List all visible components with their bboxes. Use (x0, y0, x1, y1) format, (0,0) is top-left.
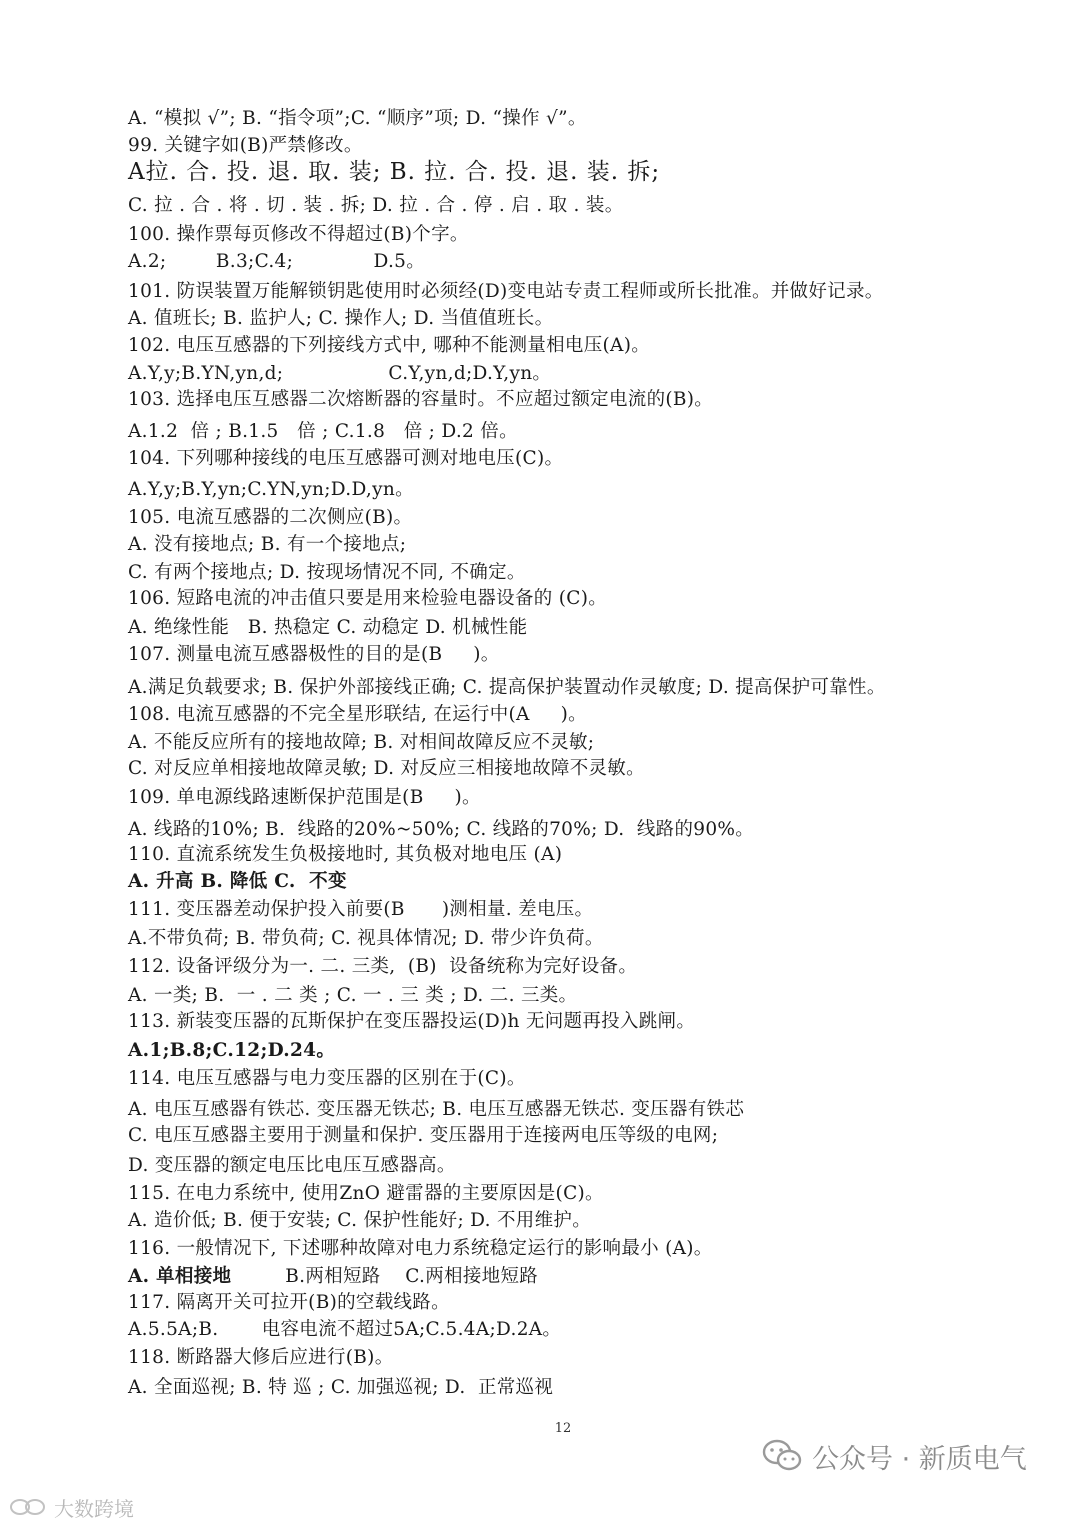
text-line: A. 造价低; B. 便于安装; C. 保护性能好; D. 不用维护。 (128, 1210, 592, 1231)
text-line: A. 升高 B. 降低 C. 不变 (128, 871, 347, 892)
text-line: A.5.5A;B. 电容电流不超过5A;C.5.4A;D.2A。 (128, 1319, 562, 1340)
text-line: A.1;B.8;C.12;D.24。 (128, 1040, 336, 1061)
text-line: D. 变压器的额定电压比电压互感器高。 (128, 1155, 456, 1176)
text-line: A. 没有接地点; B. 有一个接地点; (128, 534, 407, 555)
text-line: A. 不能反应所有的接地故障; B. 对相间故障反应不灵敏; (128, 732, 595, 753)
text-line: A.不带负荷; B. 带负荷; C. 视具体情况; D. 带少许负荷。 (128, 928, 604, 949)
wechat-watermark-text: 公众号 · 新质电气 (812, 1443, 1027, 1475)
text-line: 102. 电压互感器的下列接线方式中, 哪种不能测量相电压(A)。 (128, 335, 651, 356)
wechat-watermark (762, 1436, 1027, 1476)
text-line: A.满足负载要求; B. 保护外部接线正确; C. 提高保护装置动作灵敏度; D. 提高保护可靠性。 (128, 677, 886, 698)
text-line: A. 一类; B. 一 . 二 类 ; C. 一 . 三 类 ; D. 二. 三类。 (128, 985, 578, 1006)
text-line: 109. 单电源线路速断保护范围是(B )。 (128, 787, 481, 808)
text-line: 100. 操作票每页修改不得超过(B)个字。 (128, 224, 469, 245)
text-line: 114. 电压互感器与电力变压器的区别在于(C)。 (128, 1068, 526, 1089)
text-line: A. 单相接地 B.两相短路 C.两相接地短路 (128, 1266, 539, 1287)
text-line: 104. 下列哪种接线的电压互感器可测对地电压(C)。 (128, 448, 564, 469)
text-line: 103. 选择电压互感器二次熔断器的容量时。不应超过额定电流的(B)。 (128, 389, 714, 410)
text-line: 105. 电流互感器的二次侧应(B)。 (128, 507, 413, 528)
text-line: 111. 变压器差动保护投入前要(B )测相量. 差电压。 (128, 899, 594, 920)
text-line: 117. 隔离开关可拉开(B)的空载线路。 (128, 1292, 450, 1313)
text-line: A.Y,y;B.Y,yn;C.YN,yn;D.D,yn。 (128, 479, 414, 500)
text-line: A拉. 合. 投. 退. 取. 装; B. 拉. 合. 投. 退. 装. 拆; (128, 159, 661, 185)
text-line: A. 值班长; B. 监护人; C. 操作人; D. 当值值班长。 (128, 308, 554, 329)
text-line: 106. 短路电流的冲击值只要是用来检验电器设备的 (C)。 (128, 588, 608, 609)
text-line: C. 有两个接地点; D. 按现场情况不同, 不确定。 (128, 562, 526, 583)
text-line: 99. 关键字如(B)严禁修改。 (128, 135, 363, 156)
text-line: A. 全面巡视; B. 特 巡 ; C. 加强巡视; D. 正常巡视 (128, 1377, 554, 1398)
text-line: C. 电压互感器主要用于测量和保护. 变压器用于连接两电压等级的电网; (128, 1125, 719, 1146)
text-line: A.1.2 倍 ; B.1.5 倍 ; C.1.8 倍 ; D.2 倍。 (128, 421, 518, 442)
text-line: 108. 电流互感器的不完全星形联结, 在运行中(A )。 (128, 704, 587, 725)
text-line: C. 对反应单相接地故障灵敏; D. 对反应三相接地故障不灵敏。 (128, 758, 645, 779)
corner-watermark (8, 1492, 134, 1522)
text-line: C. 拉 . 合 . 将 . 切 . 装 . 拆; D. 拉 . 合 . 停 . 启 . 取 . 装。 (128, 195, 624, 216)
text-line: 112. 设备评级分为一. 二. 三类, (B) 设备统称为完好设备。 (128, 956, 638, 977)
text-line: A. 绝缘性能 B. 热稳定 C. 动稳定 D. 机械性能 (128, 617, 528, 638)
text-line: A.2; B.3;C.4; D.5。 (128, 251, 426, 272)
text-line: A. 电压互感器有铁芯. 变压器无铁芯; B. 电压互感器无铁芯. 变压器有铁芯 (128, 1099, 745, 1120)
text-line: A. “模拟 √”; B. “指令项”;C. “顺序”项; D. “操作 √”。 (128, 108, 587, 129)
text-line: 116. 一般情况下, 下述哪种故障对电力系统稳定运行的影响最小 (A)。 (128, 1238, 713, 1259)
page-number: 12 (554, 1421, 572, 1436)
text-line: A.Y,y;B.YN,yn,d; C.Y,yn,d;D.Y,yn。 (128, 363, 552, 384)
corner-watermark-text: 大数跨境 (54, 1496, 134, 1521)
text-line: 113. 新装变压器的瓦斯保护在变压器投运(D)h 无问题再投入跳闸。 (128, 1011, 696, 1032)
text-line: A. 线路的10%; B. 线路的20%~50%; C. 线路的70%; D. 线路的90%。 (128, 819, 755, 840)
text-line: 110. 直流系统发生负极接地时, 其负极对地电压 (A) (128, 844, 563, 865)
text-line: 118. 断路器大修后应进行(B)。 (128, 1347, 394, 1368)
text-line: 101. 防误装置万能解锁钥匙使用时必须经(D)变电站专责工程师或所长批准。并做好记录。 (128, 281, 884, 302)
text-line: 115. 在电力系统中, 使用ZnO 避雷器的主要原因是(C)。 (128, 1183, 604, 1204)
chain-logo-icon (8, 1497, 48, 1517)
wechat-icon (762, 1439, 802, 1473)
text-line: 107. 测量电流互感器极性的目的是(B )。 (128, 644, 500, 665)
